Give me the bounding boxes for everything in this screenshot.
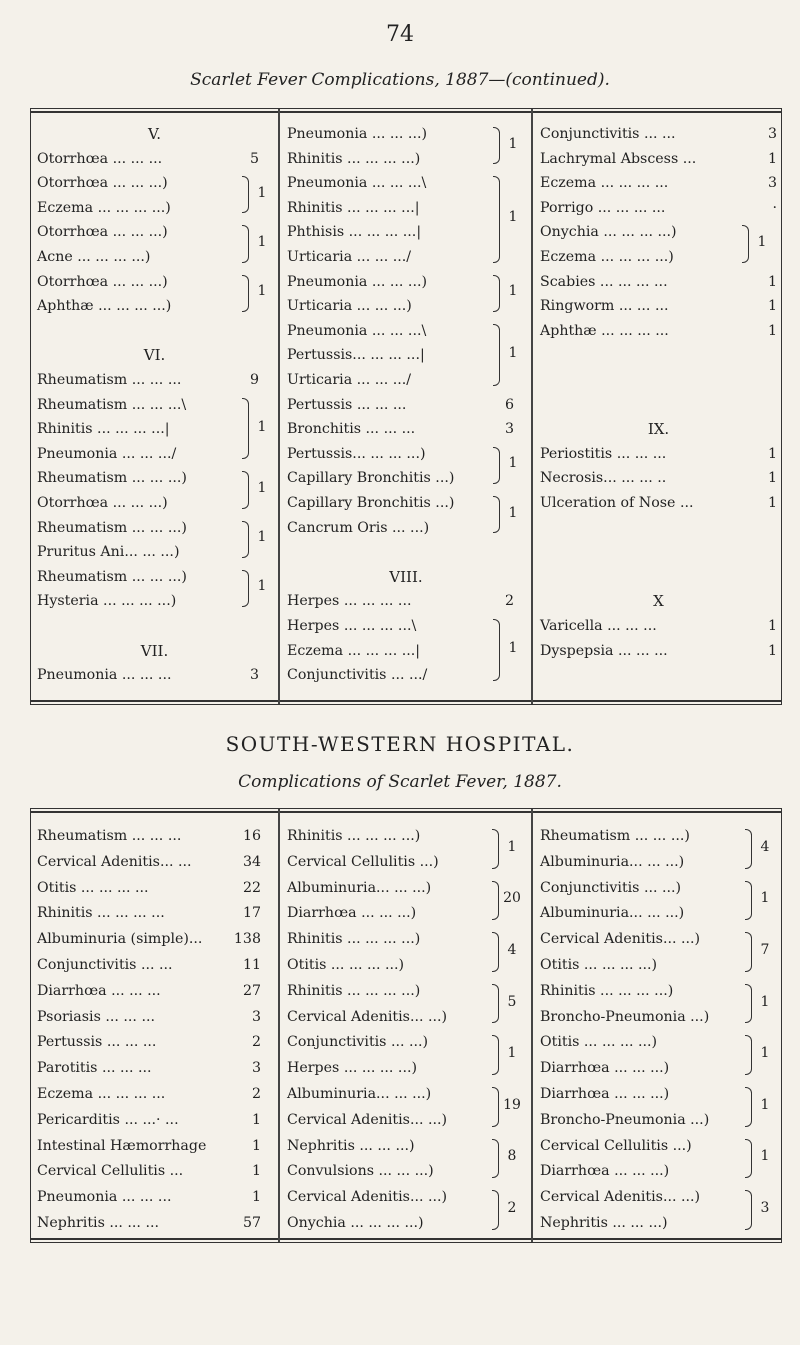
complication-label: Pertussis... ... ... ...| [287,347,425,364]
section-number: IX. [647,420,670,439]
case-count: 6 [504,396,514,413]
group-count: 1 [257,480,267,496]
table-row [31,1184,278,1210]
case-count: 1 [767,445,777,462]
complication-label: Pruritus Ani... ... ...) [37,544,180,561]
southwestern-complications-table [30,808,782,1243]
section-number: VI. [143,346,166,365]
grouping-brace [242,570,249,607]
complication-label: Nephritis ... ... ...) [287,1137,415,1154]
grouping-brace [493,176,500,262]
group-count: 1 [508,135,518,152]
complication-label: Albuminuria (simple)... [37,931,203,948]
table-row [31,613,278,639]
table-row [31,367,278,393]
complication-label: Pneumonia ... ... .../ [37,445,177,462]
group-count: 1 [508,283,518,300]
complication-label: Otitis ... ... ... ...) [287,957,405,973]
complication-label: Pneumonia ... ... ...\ [287,322,427,339]
table2-title: Complications of Scarlet Fever, 1887. [238,772,562,792]
table-row [31,1158,278,1184]
table-row [534,539,783,565]
complication-label: Cervical Adenitis... ...) [287,1008,448,1025]
group-count: 7 [760,942,770,958]
table-row [534,515,783,541]
complication-label: Rheumatism ... ... ... [37,828,182,844]
table-row [31,978,278,1004]
complication-label: Albuminuria... ... ...) [540,905,685,922]
table-row [31,1055,278,1081]
complication-label: Cervical Adenitis... ...) [287,1111,448,1128]
complication-label: Porrigo ... ... ... ... [540,199,666,216]
table-row [534,441,783,467]
grouping-brace [492,1190,499,1230]
complication-label: Nephritis ... ... ... [37,1215,159,1231]
case-count: 5 [249,150,259,167]
complication-label: Rhinitis ... ... ... ...| [37,421,170,438]
complication-label: Eczema ... ... ... ...) [37,199,171,216]
complication-label: Pneumonia ... ... ...) [287,126,427,142]
table-row [281,416,531,442]
complication-label: Rhinitis ... ... ... ...) [287,150,421,167]
complication-label: Broncho-Pneumonia ...) [540,1008,710,1025]
complication-label: Albuminuria... ... ...) [287,1086,432,1102]
group-count: 1 [760,1148,770,1165]
complication-label: Rheumatism ... ... ...) [37,568,187,585]
group-count: 1 [760,1045,770,1062]
complication-label: Herpes ... ... ... ... [287,593,412,610]
table-row [31,392,278,418]
table-row [31,875,278,901]
grouping-brace [492,829,499,869]
complication-label: Dyspepsia ... ... ... [540,642,668,659]
complication-label: Diarrhœa ... ... ...) [540,1086,670,1102]
case-count: 3 [251,1008,261,1025]
table-row [31,490,278,516]
case-count: 11 [242,957,261,973]
grouping-brace [242,398,249,460]
table-row [534,269,783,295]
complication-label: Varicella ... ... ... [540,618,657,634]
table2-column-3 [534,809,783,1242]
complication-label: Urticaria ... ... .../ [287,372,412,388]
case-count: 1 [767,618,777,634]
group-count: 1 [760,890,770,907]
table-row [31,1107,278,1133]
complication-label: Phthisis ... ... ... ...| [287,224,422,241]
complication-label: Rhinitis ... ... ... ... [37,905,165,922]
case-count: 1 [767,470,777,487]
complication-label: Eczema ... ... ... ...| [287,642,421,659]
complication-label: Ringworm ... ... ... [540,298,669,315]
group-count: 4 [507,942,517,958]
table-row [281,392,531,418]
complication-label: Rheumatism ... ... ...\ [37,396,187,413]
case-count: 1 [251,1137,261,1154]
section-number: X [653,592,664,611]
complication-label: Eczema ... ... ... ...) [540,249,674,265]
table-row [31,588,278,614]
complication-label: Conjunctivitis ... ... [37,957,173,973]
case-count: 3 [767,126,777,142]
table-row [31,1029,278,1055]
complication-label: Otorrhœa ... ... ...) [37,273,168,290]
grouping-brace [745,1035,752,1075]
scarlet-fever-complications-table [30,108,782,705]
group-count: 1 [757,234,767,250]
complication-label: Herpes ... ... ... ...) [287,1060,418,1077]
table-row [534,342,783,368]
complication-label: Bronchitis ... ... ... [287,421,416,438]
group-count: 1 [508,455,518,472]
case-count: 27 [242,982,261,999]
case-count: 3 [767,175,777,192]
group-count: 3 [760,1200,770,1216]
complication-label: Cervical Adenitis... ...) [287,1189,448,1206]
grouping-brace [745,1087,752,1127]
complication-label: Otitis ... ... ... ... [37,879,149,896]
table-row [534,170,783,196]
complication-label: Periostitis ... ... ... [540,445,667,462]
table-row [31,515,278,541]
section-heading [281,564,531,590]
table-row [534,564,783,590]
complication-label: Scabies ... ... ... ... [540,273,668,290]
grouping-brace [493,324,500,386]
table-row [31,1210,278,1236]
complication-label: Otorrhœa ... ... ...) [37,175,168,192]
complication-label: Diarrhœa ... ... ...) [540,1060,670,1077]
group-count: 1 [508,344,518,361]
table-row [31,146,278,172]
table-row [534,613,783,639]
complication-label: Pneumonia ... ... ... [37,1189,172,1206]
table2-column-2 [281,809,531,1242]
complication-label: Pneumonia ... ... ... [37,667,172,684]
table-row [31,1004,278,1030]
table-row [31,900,278,926]
complication-label: Conjunctivitis ... ... [540,126,676,142]
complication-label: Rheumatism ... ... ...) [37,470,187,487]
complication-label: Diarrhœa ... ... ...) [287,905,417,922]
complication-label: Otorrhœa ... ... ...) [37,495,168,511]
table-row [534,121,783,147]
group-count: 1 [257,418,267,435]
table-row [31,823,278,849]
complication-label: Acne ... ... ... ...) [37,249,151,265]
complication-label: Albuminuria... ... ...) [287,879,432,896]
complication-label: Aphthæ ... ... ... ...) [37,298,172,315]
complication-label: Urticaria ... ... ...) [287,298,412,315]
section-number: V. [148,125,161,143]
group-count: 1 [760,1096,770,1113]
case-count: 9 [249,372,259,388]
case-count: · [772,199,777,216]
table-row [281,539,531,565]
complication-label: Urticaria ... ... .../ [287,249,412,265]
table-row [31,244,278,270]
section-heading [534,416,783,442]
complication-label: Cervical Adenitis... ...) [540,1189,701,1206]
table-row [31,564,278,590]
complication-label: Conjunctivitis ... ...) [540,879,682,896]
group-count: 5 [507,993,517,1010]
group-count: 2 [507,1200,517,1216]
grouping-brace [492,1139,499,1179]
table-row [31,1133,278,1159]
grouping-brace [493,496,500,533]
complication-label: Lachrymal Abscess ... [540,150,697,167]
complication-label: Pneumonia ... ... ...) [287,273,427,290]
complication-label: Onychia ... ... ... ...) [540,224,677,241]
complication-label: Pneumonia ... ... ...\ [287,175,427,192]
table-row [31,539,278,565]
case-count: 2 [504,593,514,610]
complication-label: Otorrhœa ... ... ... [37,150,163,167]
grouping-brace [493,127,500,164]
complication-label: Intestinal Hæmorrhage [37,1137,207,1154]
complication-label: Rhinitis ... ... ... ...) [287,828,421,844]
complication-label: Psoriasis ... ... ... [37,1008,155,1025]
table-row [534,146,783,172]
complication-label: Rheumatism ... ... ...) [540,828,690,844]
grouping-brace [745,932,752,972]
complication-label: Convulsions ... ... ...) [287,1163,434,1180]
complication-label: Capillary Bronchitis ...) [287,495,455,511]
complication-label: Otitis ... ... ... ...) [540,1034,658,1051]
grouping-brace [493,275,500,312]
section-number: VIII. [389,567,423,586]
grouping-brace [742,225,749,262]
case-count: 1 [767,495,777,511]
grouping-brace [745,1190,752,1230]
complication-label: Nephritis ... ... ...) [540,1215,668,1231]
complication-label: Pertussis... ... ... ...) [287,445,426,462]
complication-label: Hysteria ... ... ... ...) [37,593,177,610]
grouping-brace [745,881,752,921]
table-row [534,465,783,491]
table-row [534,392,783,418]
table-row [534,318,783,344]
grouping-brace [493,619,500,681]
group-count: 1 [257,578,267,595]
grouping-brace [242,471,249,508]
table-row [31,926,278,952]
case-count: 16 [242,828,261,844]
table-row [31,441,278,467]
grouping-brace [242,176,249,213]
case-count: 1 [251,1111,261,1128]
case-count: 22 [242,879,261,896]
case-count: 1 [767,273,777,290]
complication-label: Cervical Cellulitis ...) [287,853,439,870]
case-count: 17 [242,905,261,922]
complication-label: Aphthæ ... ... ... ... [540,322,669,339]
group-count: 1 [507,838,517,855]
case-count: 57 [242,1215,261,1231]
complication-label: Broncho-Pneumonia ...) [540,1111,710,1128]
complication-label: Rhinitis ... ... ... ...| [287,199,420,216]
case-count: 2 [251,1034,261,1051]
table-row [534,490,783,516]
case-count: 34 [242,853,261,870]
grouping-brace [745,829,752,869]
complication-label: Rheumatism ... ... ...) [37,519,187,536]
case-count: 3 [504,421,514,438]
case-count: 1 [767,642,777,659]
complication-label: Onychia ... ... ... ...) [287,1215,424,1231]
table1-column-3 [534,109,783,704]
grouping-brace [493,447,500,484]
table-row [534,367,783,393]
complication-label: Cervical Adenitis... ... [37,853,192,870]
group-count: 19 [503,1096,521,1113]
group-count: 1 [760,993,770,1010]
complication-label: Herpes ... ... ... ...\ [287,618,417,634]
section-heading [534,588,783,614]
complication-label: Otitis ... ... ... ...) [540,957,658,973]
complication-label: Cervical Cellulitis ...) [540,1137,692,1154]
table-row [31,416,278,442]
section-heading [31,121,278,147]
group-count: 1 [508,504,518,521]
table-row [31,849,278,875]
complication-label: Diarrhœa ... ... ...) [540,1163,670,1180]
complication-label: Pericarditis ... ...· ... [37,1111,179,1128]
complication-label: Albuminuria... ... ...) [540,853,685,870]
case-count: 1 [767,322,777,339]
table-row [534,195,783,221]
complication-label: Conjunctivitis ... ...) [287,1034,429,1051]
grouping-brace [492,1035,499,1075]
complication-label: Rheumatism ... ... ... [37,372,182,388]
complication-label: Diarrhœa ... ... ... [37,982,161,999]
complication-label: Conjunctivitis ... .../ [287,667,428,684]
table-row [31,219,278,245]
table-row [534,638,783,664]
case-count: 3 [249,667,259,684]
section-heading [31,342,278,368]
complication-label: Otorrhœa ... ... ...) [37,224,168,241]
complication-label: Cancrum Oris ... ...) [287,519,430,536]
table-row [31,1081,278,1107]
grouping-brace [242,225,249,262]
table-row [31,269,278,295]
table1-column-1 [31,109,278,704]
group-count: 1 [257,529,267,546]
complication-label: Eczema ... ... ... ... [540,175,669,192]
group-count: 1 [508,639,518,656]
case-count: 1 [767,150,777,167]
group-count: 1 [257,234,267,250]
complication-label: Rhinitis ... ... ... ...) [287,931,421,948]
case-count: 3 [251,1060,261,1077]
group-count: 1 [257,283,267,300]
complication-label: Ulceration of Nose ... [540,495,694,511]
table-row [31,662,278,688]
table-row [534,293,783,319]
table-row [31,465,278,491]
table1-title: Scarlet Fever Complications, 1887—(continued). [190,70,610,90]
case-count: 2 [251,1086,261,1102]
table-row [31,318,278,344]
table-row [31,293,278,319]
complication-label: Eczema ... ... ... ... [37,1086,166,1102]
case-count: 1 [251,1163,261,1180]
complication-label: Capillary Bronchitis ...) [287,470,455,487]
case-count: 138 [233,931,261,948]
grouping-brace [492,984,499,1024]
group-count: 4 [760,838,770,855]
table1-column-2 [281,109,531,704]
group-count: 1 [257,184,267,201]
grouping-brace [745,984,752,1024]
grouping-brace [242,521,249,558]
group-count: 1 [507,1045,517,1062]
case-count: 1 [767,298,777,315]
grouping-brace [492,1087,499,1127]
section-heading [31,638,278,664]
table-row [31,170,278,196]
complication-label: Parotitis ... ... ... [37,1060,152,1077]
complication-label: Pertussis ... ... ... [287,396,407,413]
group-count: 8 [507,1148,517,1165]
group-count: 20 [503,890,521,907]
grouping-brace [745,1139,752,1179]
table-row [31,952,278,978]
complication-label: Cervical Cellulitis ... [37,1163,184,1180]
table2-column-1 [31,809,278,1242]
group-count: 1 [508,209,518,226]
grouping-brace [242,275,249,312]
grouping-brace [492,881,499,921]
table-row [281,588,531,614]
hospital-title: SOUTH-WESTERN HOSPITAL. [225,732,575,756]
complication-label: Cervical Adenitis... ...) [540,931,701,948]
grouping-brace [492,932,499,972]
complication-label: Pertussis ... ... ... [37,1034,157,1051]
case-count: 1 [251,1189,261,1206]
complication-label: Necrosis... ... ... .. [540,470,667,487]
table-row [31,195,278,221]
complication-label: Rhinitis ... ... ... ...) [540,982,674,999]
page-number: 74 [386,22,414,47]
complication-label: Rhinitis ... ... ... ...) [287,982,421,999]
section-number: VII. [140,641,169,660]
